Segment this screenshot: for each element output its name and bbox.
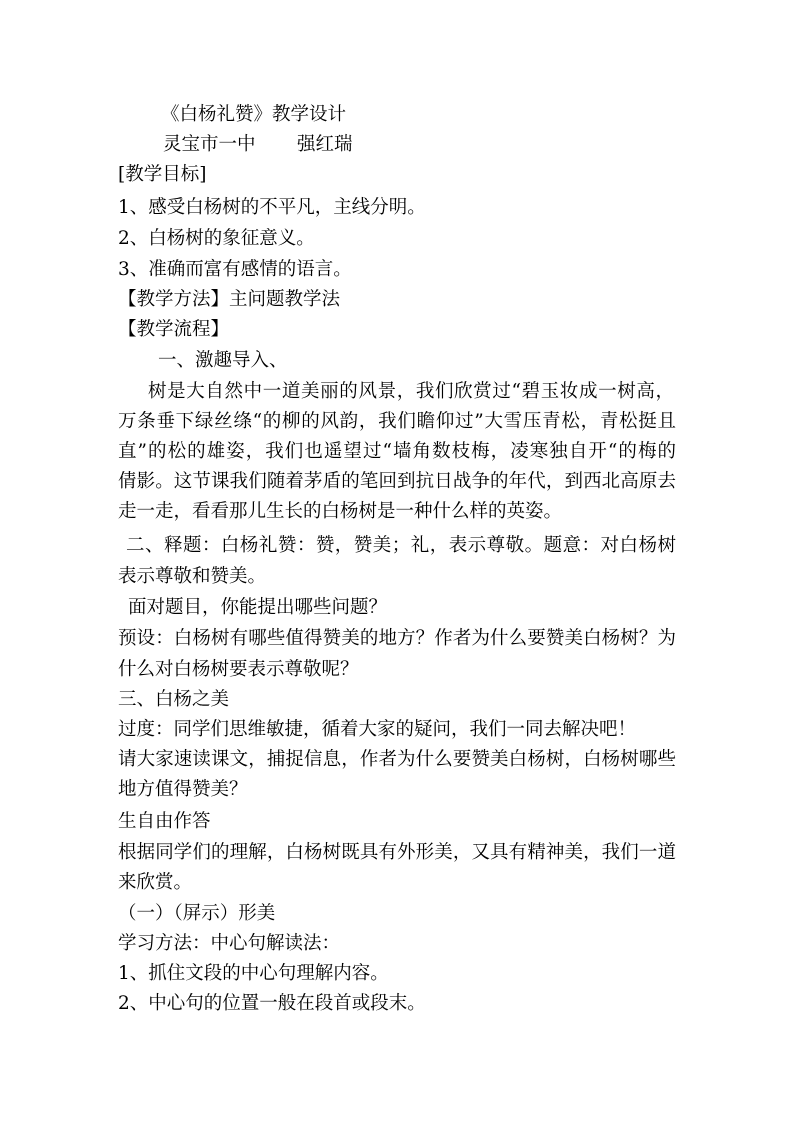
step-item: 1、抓住文段的中心句理解内容。 [118, 963, 389, 984]
step-item: 2、中心句的位置一般在段首或段末。 [118, 993, 426, 1014]
paragraph-line: 树是大自然中一道美丽的风景，我们欣赏过“碧玉妆成一树高， [148, 381, 674, 402]
subsection-heading: （一）（屏示）形美 [118, 903, 276, 924]
student-answer: 生自由作答 [118, 811, 211, 832]
method-line: 【教学方法】主问题教学法 [118, 289, 341, 310]
transition-line: 过度：同学们思维敏捷，循着大家的疑问，我们一同去解决吧！ [118, 719, 637, 740]
paragraph-line: 万条垂下绿丝绦“的柳的风韵，我们瞻仰过”大雪压青松，青松挺且 [118, 411, 676, 432]
objective-item: 2、白杨树的象征意义。 [118, 228, 315, 249]
objectives-heading: [教学目标] [118, 164, 207, 185]
section2-line: 表示尊敬和赞美。 [118, 566, 267, 587]
prompt-line: 地方值得赞美？ [118, 779, 248, 800]
author-name: 强红瑞 [297, 134, 353, 155]
author-school: 灵宝市一中 [163, 134, 256, 155]
section1-heading: 一、激趣导入、 [158, 350, 288, 371]
objective-item: 1、感受白杨树的不平凡，主线分明。 [118, 197, 426, 218]
section3-heading: 三、白杨之美 [118, 689, 230, 710]
preset-line: 什么对白杨树要表示尊敬呢？ [118, 659, 359, 680]
section2-line: 二、释题：白杨礼赞：赞，赞美；礼，表示尊敬。题意：对白杨树 [126, 535, 676, 556]
prompt-line: 请大家速读课文，捕捉信息，作者为什么要赞美白杨树，白杨树哪些 [118, 749, 676, 770]
process-heading: 【教学流程】 [118, 319, 230, 340]
summary-line: 根据同学们的理解，白杨树既具有外形美，又具有精神美，我们一道 [118, 842, 676, 863]
objective-item: 3、准确而富有感情的语言。 [118, 259, 352, 280]
summary-line: 来欣赏。 [118, 872, 193, 893]
paragraph-line: 走一走，看看那儿生长的白杨树是一种什么样的英姿。 [118, 501, 563, 522]
study-method: 学习方法：中心句解读法： [118, 933, 341, 954]
section2-question: 面对题目，你能提出哪些问题？ [128, 597, 388, 618]
preset-line: 预设：白杨树有哪些值得赞美的地方？作者为什么要赞美白杨树？为 [118, 628, 676, 649]
paragraph-line: 直”的松的雄姿，我们也遥望过“墙角数枝梅，凌寒独自开“的梅的 [118, 441, 676, 462]
document-title: 《白杨礼赞》教学设计 [161, 104, 347, 125]
paragraph-line: 倩影。这节课我们随着茅盾的笔回到抗日战争的年代，到西北高原去 [118, 471, 676, 492]
